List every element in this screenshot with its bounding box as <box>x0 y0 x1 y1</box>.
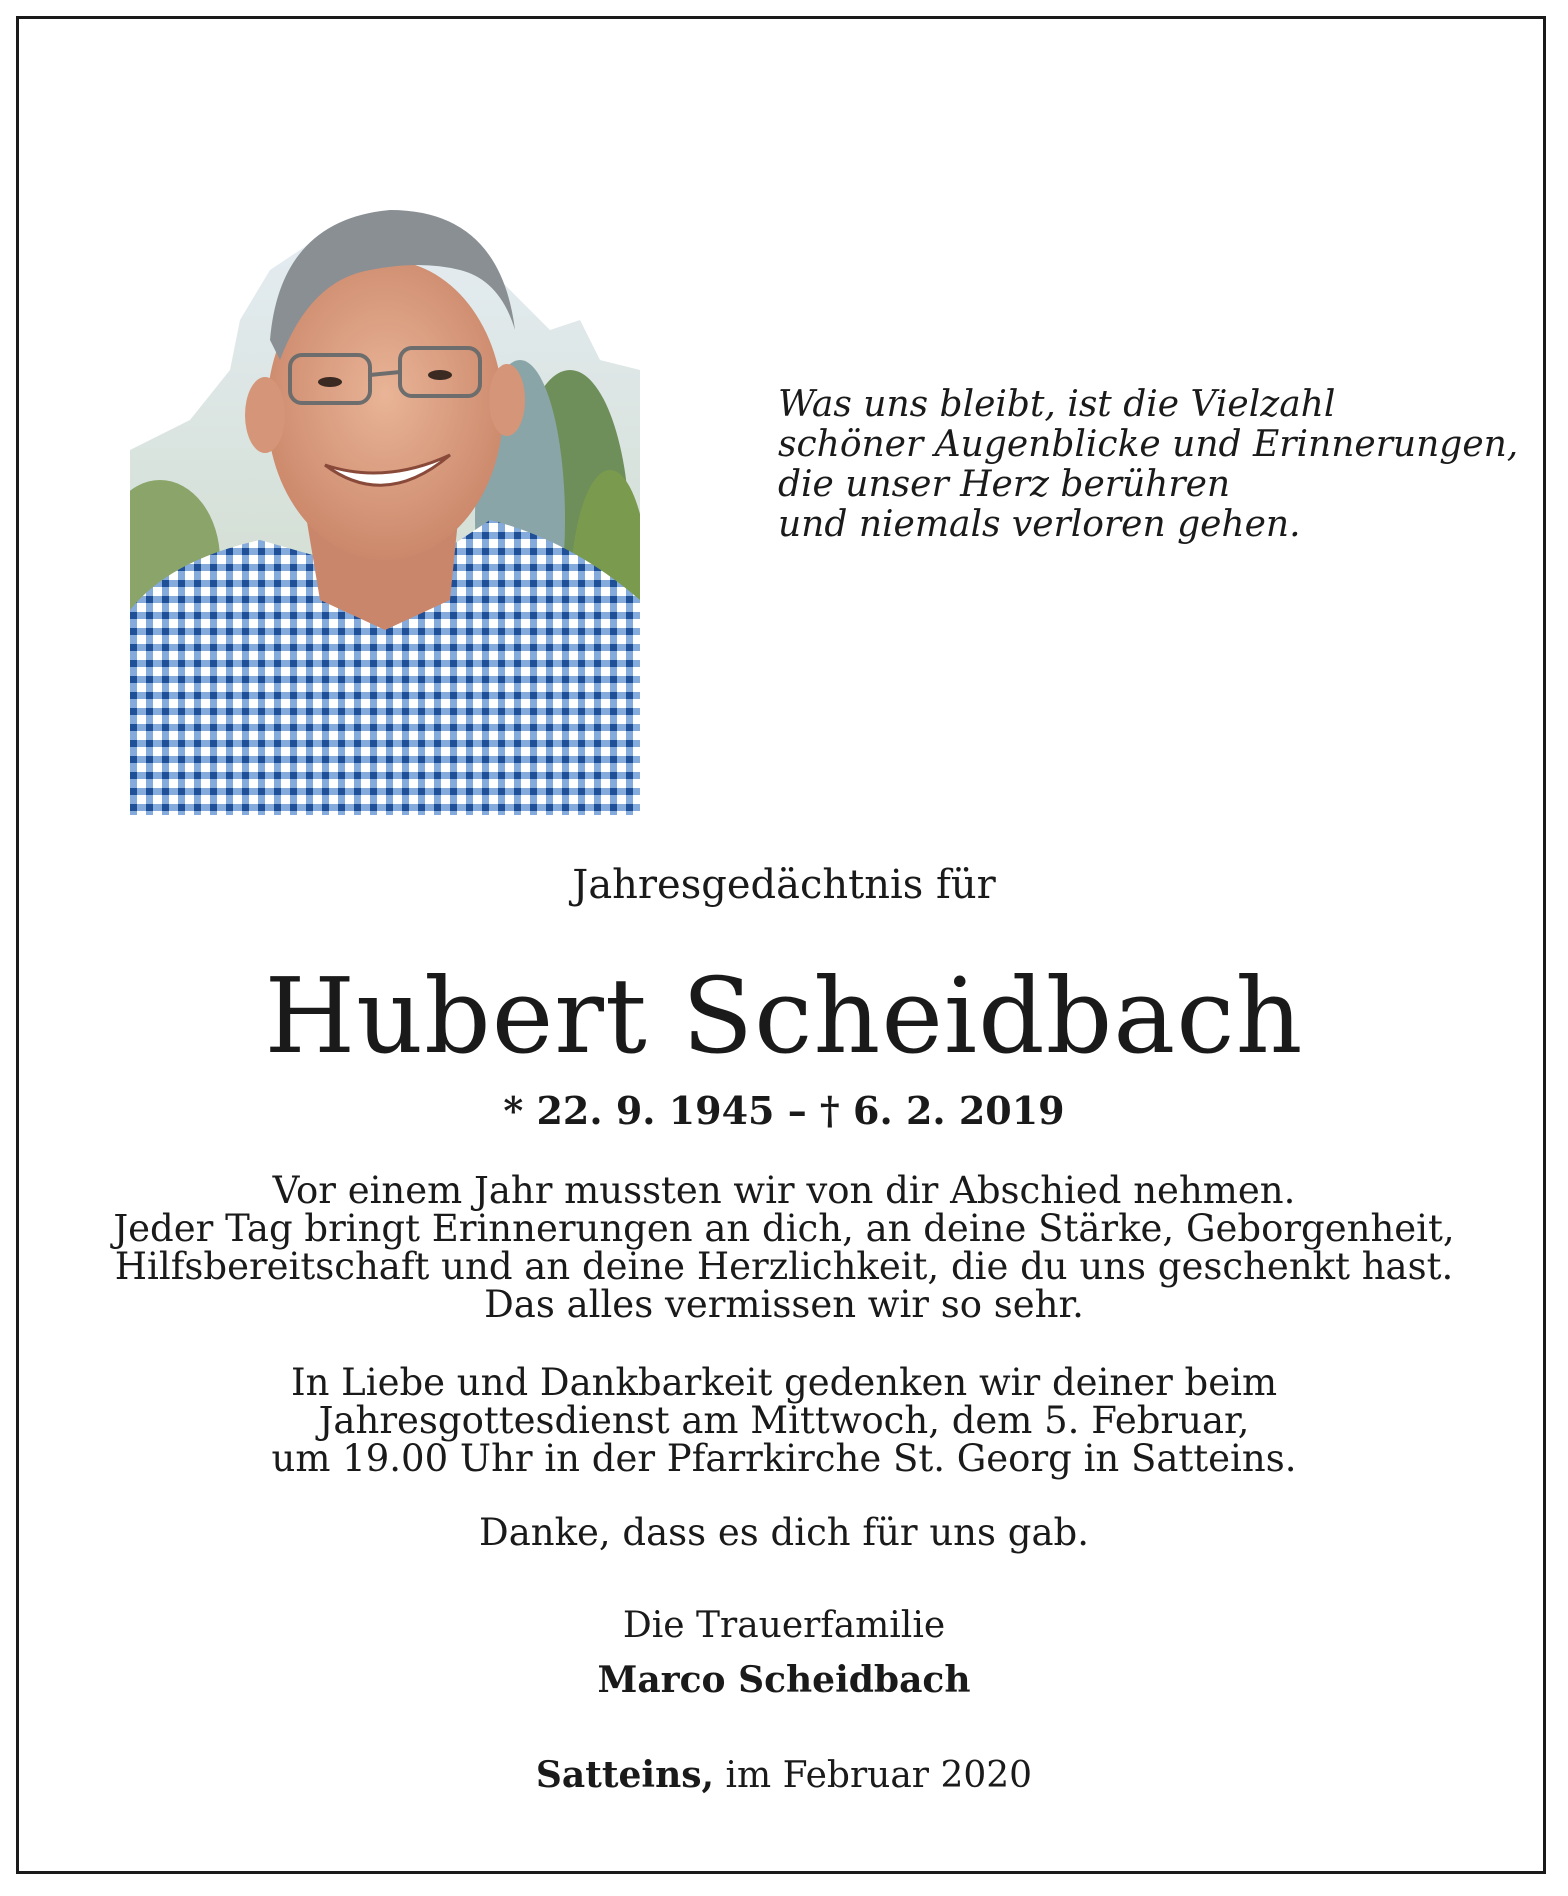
place-and-date <box>0 1754 1568 1796</box>
quote-line: und niemals verloren gehen. <box>778 504 1301 545</box>
deceased-name: Hubert Scheidbach <box>264 955 1304 1077</box>
place: Satteins, <box>535 1754 715 1796</box>
service-line: Jahresgottesdienst am Mittwoch, dem 5. Februar, <box>318 1399 1250 1442</box>
message-paragraph-1 <box>0 1169 1568 1326</box>
notice-intro: Jahresgedächtnis für <box>572 862 996 908</box>
family-label: Die Trauerfamilie <box>622 1605 946 1646</box>
service-line: In Liebe und Dankbarkeit gedenken wir deiner beim <box>290 1361 1278 1404</box>
service-line: um 19.00 Uhr in der Pfarrkirche St. Georg in Satteins. <box>271 1437 1297 1480</box>
quote-line: schöner Augenblicke und Erinnerungen, <box>778 424 1519 465</box>
memorial-quote <box>778 384 1519 545</box>
thanks-line: Danke, dass es dich für uns gab. <box>479 1511 1089 1554</box>
message-line: Jeder Tag bringt Erinnerungen an dich, an deine Stärke, Geborgenheit, <box>113 1207 1455 1250</box>
message-line: Hilfsbereitschaft und an deine Herzlichkeit, die du uns geschenkt hast. <box>114 1245 1454 1288</box>
life-dates: * 22. 9. 1945 – † 6. 2. 2019 <box>503 1088 1065 1133</box>
quote-line: die unser Herz berühren <box>778 464 1231 505</box>
portrait-photo <box>130 180 640 815</box>
date: im Februar 2020 <box>725 1755 1033 1796</box>
quote-line: Was uns bleibt, ist die Vielzahl <box>778 384 1336 425</box>
message-line: Das alles vermissen wir so sehr. <box>484 1283 1084 1326</box>
family-name: Marco Scheidbach <box>597 1659 971 1701</box>
message-line: Vor einem Jahr mussten wir von dir Abschied nehmen. <box>272 1169 1296 1212</box>
service-paragraph <box>0 1361 1568 1480</box>
